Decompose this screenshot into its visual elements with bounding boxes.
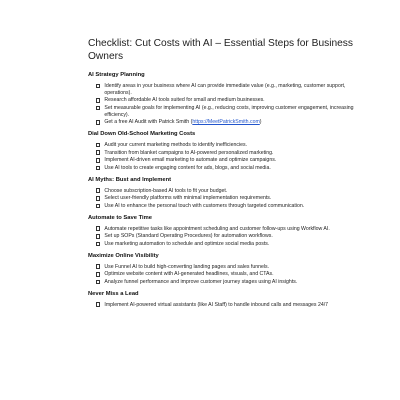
checklist-item — [88, 142, 356, 148]
checklist-item — [88, 203, 356, 209]
checklist-item-text — [104, 226, 356, 232]
checklist-section — [88, 253, 356, 286]
item-text: Use AI to enhance the personal touch with customers through targeted communication. — [104, 203, 305, 210]
checklist-item — [88, 302, 356, 308]
item-text: Analyze funnel performance and improve customer journey stages using AI insights. — [104, 279, 298, 286]
checkbox[interactable] — [96, 143, 100, 147]
checklist-item-text — [104, 150, 356, 156]
checklist-items — [88, 83, 356, 126]
section-heading: Automate to Save Time — [88, 214, 152, 221]
checkbox[interactable] — [96, 272, 100, 276]
checkbox[interactable] — [96, 234, 100, 238]
checklist-section — [88, 291, 356, 308]
section-heading: Maximize Online Visibility — [88, 252, 159, 259]
checklist-item — [88, 105, 356, 118]
checkbox[interactable] — [96, 166, 100, 170]
item-text: Use Funnel AI to build high-converting landing pages and sales funnels. — [104, 263, 270, 270]
checklist-item — [88, 233, 356, 239]
item-text: Select user-friendly platforms with minimal implementation requirements. — [104, 195, 272, 202]
section-heading: Never Miss a Lead — [88, 290, 139, 297]
checklist-item-text — [104, 195, 356, 201]
checklist-item-text — [104, 188, 356, 194]
checkbox[interactable] — [96, 84, 100, 88]
item-text-suffix: ) — [259, 119, 262, 126]
item-text: Optimize website content with AI-generated headlines, visuals, and CTAs. — [104, 271, 274, 278]
item-text: Set measurable goals for implementing AI (e.g., reducing costs, improving customer engagement, increasing efficiency). — [104, 105, 354, 118]
checklist-item — [88, 264, 356, 270]
checklist-item-text — [104, 97, 356, 103]
checklist-sections — [88, 72, 356, 308]
checkbox[interactable] — [96, 242, 100, 246]
checklist-items — [88, 264, 356, 286]
checklist-item — [88, 165, 356, 171]
audit-link[interactable]: https://MeetPatrickSmith.com — [192, 119, 260, 126]
checkbox[interactable] — [96, 264, 100, 268]
item-text: Research affordable AI tools suited for small and medium businesses. — [104, 97, 265, 104]
checklist-section — [88, 215, 356, 248]
checkbox[interactable] — [96, 226, 100, 230]
checklist-item-text — [104, 203, 356, 209]
checklist-item — [88, 83, 356, 96]
checklist-section — [88, 131, 356, 172]
item-text: Use marketing automation to schedule and optimize social media posts. — [104, 241, 270, 248]
checklist-item-text — [104, 241, 356, 247]
checklist-item-text — [104, 142, 356, 148]
checklist-item-text — [104, 119, 356, 125]
checkbox[interactable] — [96, 196, 100, 200]
checkbox[interactable] — [96, 150, 100, 154]
checkbox[interactable] — [96, 98, 100, 102]
checklist-item-text — [104, 165, 356, 171]
checklist-item-text — [104, 264, 356, 270]
checkbox[interactable] — [96, 302, 100, 306]
checklist-item — [88, 226, 356, 232]
checklist-item — [88, 150, 356, 156]
checkbox[interactable] — [96, 158, 100, 162]
checklist-item — [88, 119, 356, 125]
item-text: Identify areas in your business where AI can provide immediate value (e.g., marketing, customer support, operations). — [104, 83, 346, 96]
checklist-item-text — [104, 302, 356, 308]
item-text: Implement AI-powered virtual assistants (like AI Staff) to handle inbound calls and messages 24/7 — [104, 301, 329, 308]
checklist-item — [88, 241, 356, 247]
section-heading: AI Strategy Planning — [88, 72, 145, 79]
checklist-item-text — [104, 279, 356, 285]
checklist-item — [88, 195, 356, 201]
checklist-item — [88, 279, 356, 285]
checklist-item — [88, 271, 356, 277]
item-text: Automate repetitive tasks like appointment scheduling and customer follow-ups using Workflow AI. — [104, 225, 330, 232]
checklist-item-text — [104, 105, 356, 118]
checklist-section — [88, 177, 356, 210]
checklist-item-text — [104, 233, 356, 239]
checklist-item — [88, 188, 356, 194]
checkbox[interactable] — [96, 204, 100, 208]
item-text: Audit your current marketing methods to identify inefficiencies. — [104, 141, 248, 148]
section-heading: AI Myths: Bust and Implement — [88, 176, 172, 183]
checklist-item-text — [104, 271, 356, 277]
checklist-item-text — [104, 83, 356, 96]
item-text: Implement AI-driven email marketing to automate and optimize campaigns. — [104, 157, 277, 164]
item-text: Use AI tools to create engaging content for ads, blogs, and social media. — [104, 165, 271, 172]
item-text: Get a free AI Audit with Patrick Smith ( — [104, 119, 193, 126]
checkbox[interactable] — [96, 120, 100, 124]
checklist-items — [88, 188, 356, 210]
checklist-item-text — [104, 157, 356, 163]
checkbox[interactable] — [96, 280, 100, 284]
item-text: Set up SOPs (Standard Operating Procedures) for automation workflows. — [104, 233, 273, 240]
section-heading: Dial Down Old-School Marketing Costs — [88, 130, 196, 137]
checkbox[interactable] — [96, 106, 100, 110]
checklist-items — [88, 142, 356, 172]
checklist-items — [88, 226, 356, 248]
checklist-section — [88, 72, 356, 126]
checklist-item — [88, 97, 356, 103]
item-text: Transition from blanket campaigns to AI-powered personalized marketing. — [104, 149, 274, 156]
item-text: Choose subscription-based AI tools to fit your budget. — [104, 187, 228, 194]
checklist-items — [88, 302, 356, 308]
document-title: Checklist: Cut Costs with AI – Essential Steps for Business Owners — [88, 38, 353, 62]
checklist-item — [88, 157, 356, 163]
checkbox[interactable] — [96, 188, 100, 192]
